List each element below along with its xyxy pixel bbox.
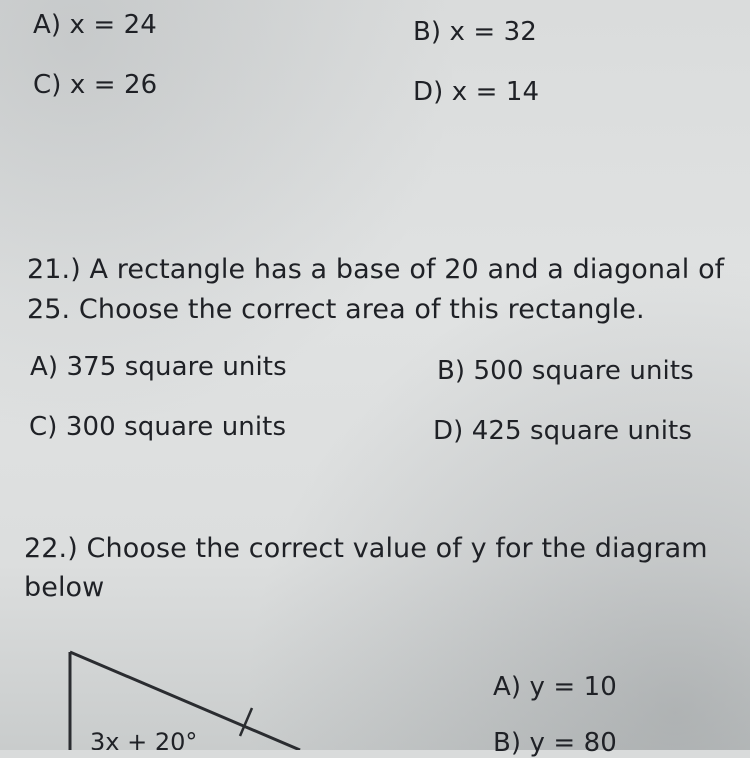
- q20-option-b: B) x = 32: [413, 17, 537, 47]
- q22-option-a: A) y = 10: [493, 672, 617, 702]
- q22-option-b: B) y = 80: [493, 728, 617, 758]
- q22-prompt-line2: below: [24, 572, 105, 603]
- q20-option-d: D) x = 14: [413, 77, 540, 107]
- q20-option-a: A) x = 24: [33, 10, 157, 40]
- q22-prompt-line1: 22.) Choose the correct value of y for the diagram: [24, 533, 708, 564]
- q22-diagram: [60, 640, 340, 750]
- q21-option-a: A) 375 square units: [30, 352, 287, 382]
- q21-prompt-line1: 21.) A rectangle has a base of 20 and a diagonal of: [27, 254, 725, 285]
- q21-option-c: C) 300 square units: [29, 412, 287, 442]
- bleed-through-text: [400, 40, 408, 68]
- q21-option-b: B) 500 square units: [437, 356, 694, 386]
- q20-option-c: C) x = 26: [33, 70, 158, 100]
- q21-option-d: D) 425 square units: [433, 416, 692, 446]
- diagram-tick-mark: [240, 708, 252, 736]
- diagram-angle-label: 3x + 20°: [90, 728, 198, 750]
- q21-prompt-line2: 25. Choose the correct area of this rectangle.: [27, 294, 645, 325]
